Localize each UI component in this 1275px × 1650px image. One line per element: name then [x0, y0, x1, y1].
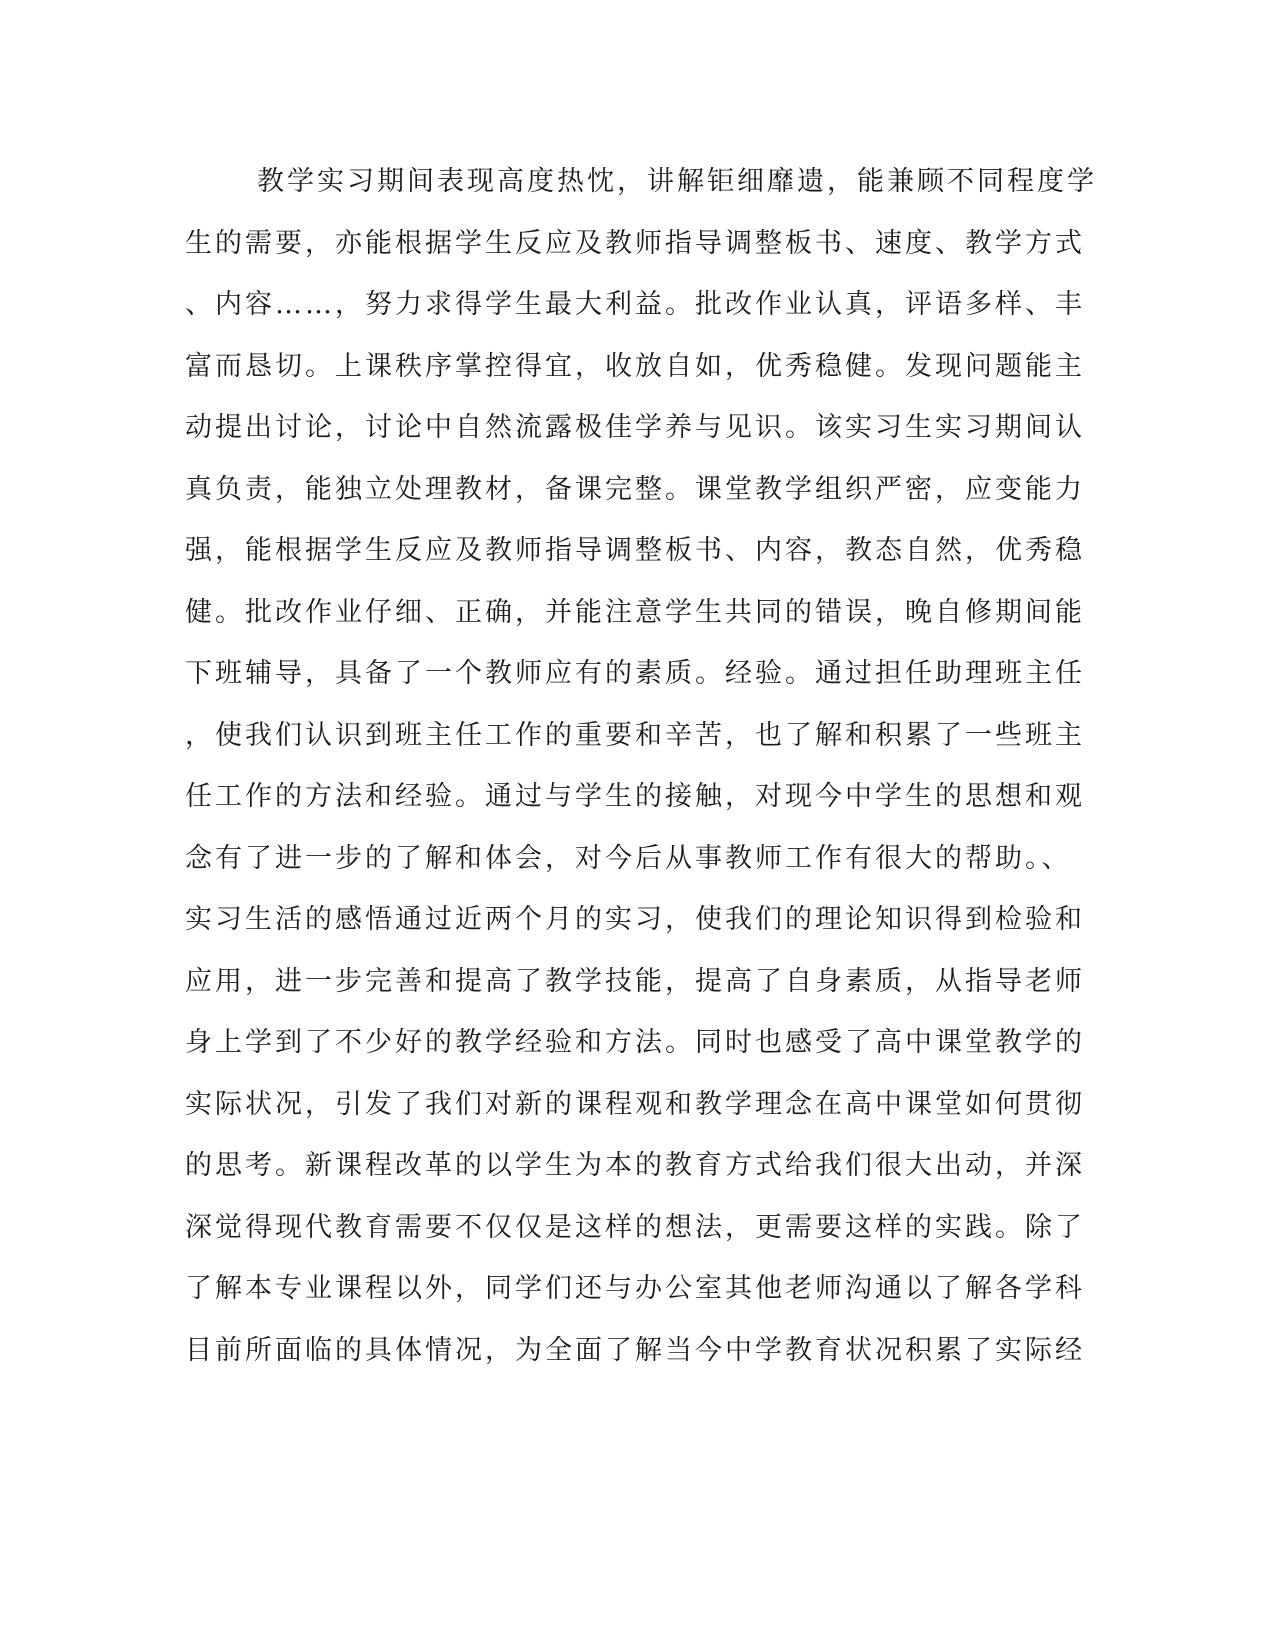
paragraph-line: 念有了进一步的了解和体会，对今后从事教师工作有很大的帮助。、 [185, 842, 1072, 874]
paragraph-line: 身上学到了不少好的教学经验和方法。同时也感受了高中课堂教学的 [185, 1027, 1085, 1058]
paragraph-line: 动提出讨论，讨论中自然流露极佳学养与见识。该实习生实习期间认 [185, 412, 1085, 443]
paragraph-line: 应用，进一步完善和提高了教学技能，提高了自身素质，从指导老师 [185, 965, 1085, 997]
paragraph-line: 的思考。新课程改革的以学生为本的教育方式给我们很大出动，并深 [185, 1150, 1085, 1181]
paragraph-line: 下班辅导，具备了一个教师应有的素质。经验。通过担任助理班主任 [185, 658, 1085, 689]
paragraph-line: 实际状况，引发了我们对新的课程观和教学理念在高中课堂如何贯彻 [185, 1088, 1085, 1120]
paragraph-line: 、内容……，努力求得学生最大利益。批改作业认真，评语多样、丰 [185, 289, 1085, 320]
paragraph-line: 强，能根据学生反应及教师指导调整板书、内容，教态自然，优秀稳 [185, 535, 1085, 566]
paragraph-line: 生的需要，亦能根据学生反应及教师指导调整板书、速度、教学方式 [185, 227, 1085, 259]
paragraph-line: 实习生活的感悟通过近两个月的实习，使我们的理论知识得到检验和 [185, 904, 1085, 935]
paragraph-line: 健。批改作业仔细、正确，并能注意学生共同的错误，晚自修期间能 [185, 596, 1085, 628]
paragraph-line: 真负责，能独立处理教材，备课完整。课堂教学组织严密，应变能力 [185, 473, 1085, 505]
paragraph-line: 深觉得现代教育需要不仅仅是这样的想法，更需要这样的实践。除了 [185, 1211, 1085, 1243]
paragraph-line: 目前所面临的具体情况，为全面了解当今中学教育状况积累了实际经 [185, 1334, 1085, 1366]
paragraph-line: 任工作的方法和经验。通过与学生的接触，对现今中学生的思想和观 [185, 781, 1085, 812]
paragraph-line: ，使我们认识到班主任工作的重要和辛苦，也了解和积累了一些班主 [185, 719, 1085, 751]
body-paragraph [185, 162, 1097, 1392]
paragraph-line: 富而恳切。上课秩序掌控得宜，收放自如，优秀稳健。发现问题能主 [185, 350, 1085, 382]
paragraph-line: 了解本专业课程以外，同学们还与办公室其他老师沟通以了解各学科 [185, 1273, 1085, 1304]
paragraph-line: 教学实习期间表现高度热忱，讲解钜细靡遗，能兼顾不同程度学 [257, 166, 1097, 197]
